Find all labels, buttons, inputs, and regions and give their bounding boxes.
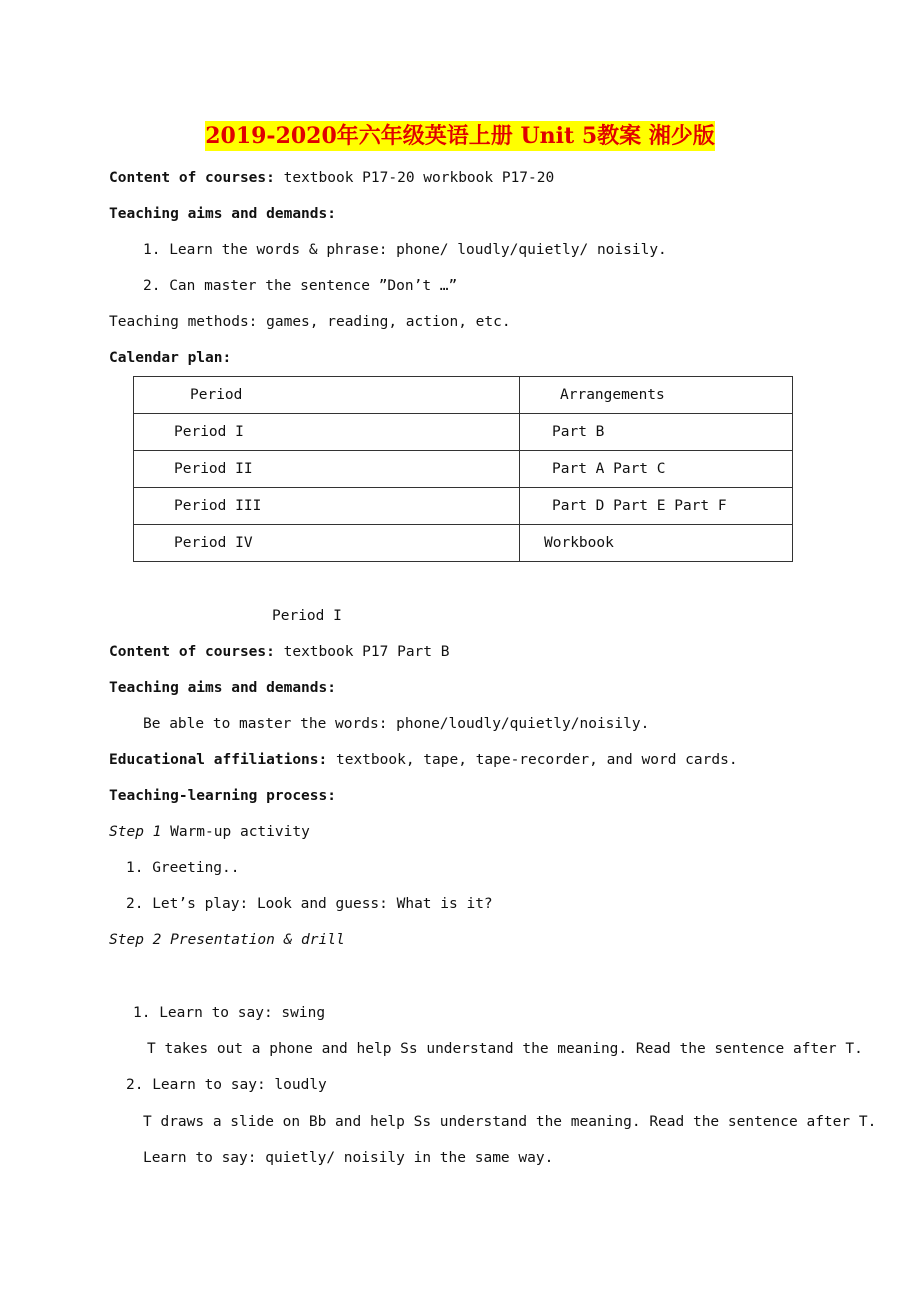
table-header-row: [134, 377, 793, 414]
period1-aims-text: Be able to master the words: phone/loudly/quietly/noisily.: [143, 716, 650, 732]
calendar-plan-table: [133, 376, 793, 562]
aims-label: Teaching aims and demands:: [109, 206, 336, 222]
educational-affiliations: [109, 750, 738, 770]
aim-item-2: 2. Can master the sentence ”Don’t …”: [143, 278, 458, 294]
document-title-text: 2019-2020年六年级英语上册 Unit 5教案 湘少版: [205, 123, 715, 149]
content-value: textbook P17-20 workbook P17-20: [274, 170, 555, 186]
table-cell-arrangement: Part B: [520, 414, 793, 451]
step1-label: Step 1: [109, 824, 162, 840]
process-label: Teaching-learning process:: [109, 788, 336, 804]
table-row: [134, 451, 793, 488]
document-title: [0, 119, 920, 150]
period1-content: [109, 642, 449, 662]
step2-label: Step 2 Presentation & drill: [109, 932, 345, 948]
step1-item-2: 2. Let’s play: Look and guess: What is it?: [126, 896, 493, 912]
step2-line-1: 1. Learn to say: swing: [133, 1005, 326, 1021]
table-cell-arrangement: Workbook: [520, 525, 793, 562]
table-header-arrangements: Arrangements: [520, 377, 793, 414]
table-cell-period: Period IV: [134, 525, 520, 562]
table-cell-arrangement: Part A Part C: [520, 451, 793, 488]
teaching-methods: Teaching methods: games, reading, action, etc.: [109, 314, 511, 330]
step2-line-2: T takes out a phone and help Ss understand the meaning. Read the sentence after T.: [147, 1041, 863, 1057]
period1-content-value: textbook P17 Part B: [274, 644, 450, 660]
table-header-period: Period: [134, 377, 520, 414]
content-of-courses: [109, 168, 554, 188]
step2-line-3: 2. Learn to say: loudly: [126, 1077, 327, 1093]
aim-item-1: 1. Learn the words & phrase: phone/ loudly/quietly/ noisily.: [143, 242, 667, 258]
step1: [109, 822, 310, 842]
step2-line-5: Learn to say: quietly/ noisily in the same way.: [143, 1150, 554, 1166]
period1-content-label: Content of courses:: [109, 644, 275, 660]
content-label: Content of courses:: [109, 170, 275, 186]
table-row: [134, 525, 793, 562]
affil-label: Educational affiliations:: [109, 752, 328, 768]
table-cell-period: Period III: [134, 488, 520, 525]
table-row: [134, 488, 793, 525]
step1-text: Warm-up activity: [161, 824, 310, 840]
step1-item-1: 1. Greeting..: [126, 860, 240, 876]
period1-aims-label: Teaching aims and demands:: [109, 680, 336, 696]
calendar-label: Calendar plan:: [109, 350, 232, 366]
affil-value: textbook, tape, tape-recorder, and word cards.: [327, 752, 738, 768]
period1-heading: Period I: [272, 608, 342, 624]
table-row: [134, 414, 793, 451]
table-cell-period: Period I: [134, 414, 520, 451]
step2-line-4: T draws a slide on Bb and help Ss understand the meaning. Read the sentence after T.: [143, 1114, 877, 1130]
table-cell-period: Period II: [134, 451, 520, 488]
table-cell-arrangement: Part D Part E Part F: [520, 488, 793, 525]
